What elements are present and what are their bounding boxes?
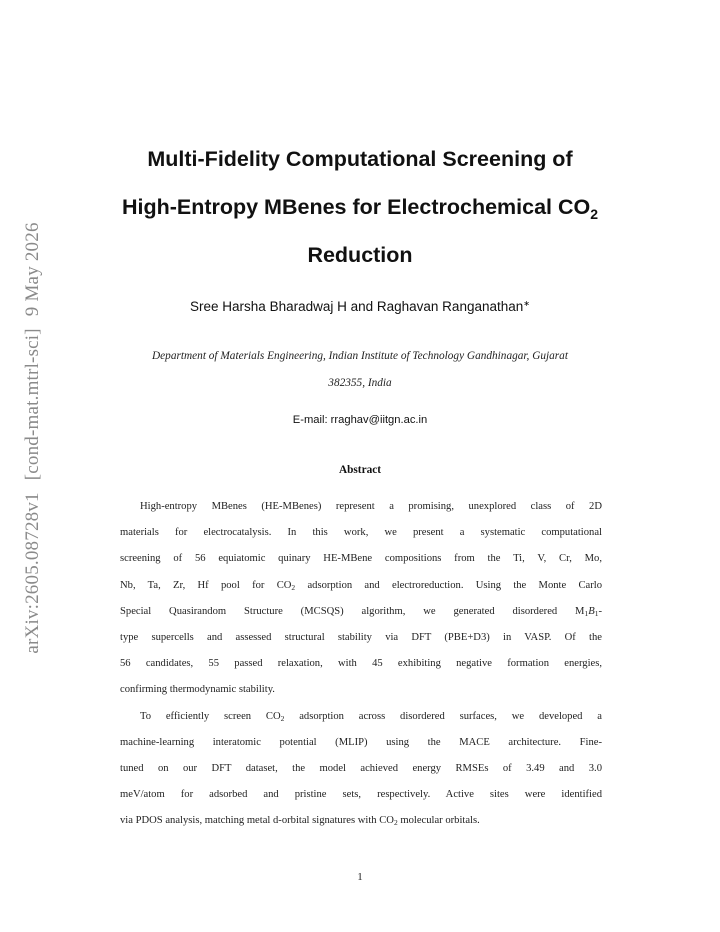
title-subscript: 2 — [590, 206, 599, 222]
arxiv-category: [cond-mat.mtrl-sci] — [22, 328, 43, 481]
text-run: molecular orbitals. — [397, 815, 480, 827]
abstract-body — [120, 498, 602, 838]
abstract-line: machine-learning interatomic potential (MLIP) using the MACE architecture. Fine- — [120, 736, 602, 748]
subscript: 2 — [393, 818, 398, 828]
page-number: 1 — [357, 871, 363, 883]
text-run: via PDOS analysis, matching metal d-orbital signatures with CO — [120, 815, 394, 827]
abstract-line: High-entropy MBenes (HE-MBenes) represent a promising, unexplored class of 2D — [140, 501, 602, 512]
subscript: 2 — [291, 582, 296, 592]
affiliation-line-1: Department of Materials Engineering, Indian Institute of Technology Gandhinagar, Gujarat — [152, 350, 568, 362]
abstract-line — [120, 708, 602, 734]
abstract-line: screening of 56 equiatomic quinary HE-MBene compositions from the Ti, V, Cr, Mo, — [120, 553, 602, 565]
abstract-line: type supercells and assessed structural stability via DFT (PBE+D3) in VASP. Of the — [120, 631, 602, 643]
title-line-2-text: High-Entropy MBenes for Electrochemical CO — [121, 195, 591, 219]
corresponding-author-mark: ∗ — [523, 299, 530, 308]
italic-symbol: B — [588, 605, 595, 617]
arxiv-id: arXiv:2605.08728v1 — [22, 492, 43, 654]
abstract-line: tuned on our DFT dataset, the model achieved energy RMSEs of 3.49 and 3.0 — [120, 762, 602, 774]
subscript: 2 — [280, 713, 285, 723]
text-run: To efficiently screen CO — [140, 710, 281, 722]
text-run: - — [598, 605, 602, 617]
abstract-heading: Abstract — [338, 464, 382, 476]
abstract-line: materials for electrocatalysis. In this work, we present a systematic computational — [120, 527, 602, 539]
affiliation-line-2: 382355, India — [328, 377, 392, 389]
title-line-2 — [70, 183, 650, 231]
author-list — [70, 299, 650, 314]
title-line-1: Multi-Fidelity Computational Screening of — [147, 147, 573, 171]
text-run: adsorption and electroreduction. Using the Monte Carlo — [295, 579, 602, 591]
abstract-line: 56 candidates, 55 passed relaxation, with 45 exhibiting negative formation energies, — [120, 658, 602, 670]
author-names: Sree Harsha Bharadwaj H and Raghavan Ranganathan — [190, 299, 524, 314]
title-line-3: Reduction — [307, 243, 413, 267]
subscript: 1 — [594, 608, 599, 618]
affiliation — [70, 343, 650, 397]
abstract-line — [120, 812, 602, 838]
paper-title — [70, 135, 650, 279]
contact-email[interactable]: E-mail: rraghav@iitgn.ac.in — [292, 414, 428, 426]
arxiv-identifier-stamp[interactable] — [22, 222, 44, 653]
abstract-paragraph-1 — [120, 498, 602, 708]
abstract-line: meV/atom for adsorbed and pristine sets, respectively. Active sites were identified — [120, 789, 602, 801]
abstract-line: confirming thermodynamic stability. — [120, 684, 275, 696]
subscript: 1 — [584, 608, 589, 618]
abstract-line — [120, 577, 602, 603]
text-run: Nb, Ta, Zr, Hf pool for CO — [120, 579, 292, 591]
arxiv-date: 9 May 2026 — [22, 222, 43, 317]
abstract-paragraph-2 — [120, 708, 602, 839]
abstract-line — [120, 603, 602, 629]
text-run: adsorption across disordered surfaces, we developed a — [284, 710, 602, 722]
text-run: Special Quasirandom Structure (MCSQS) algorithm, we generated disordered M — [120, 605, 585, 617]
